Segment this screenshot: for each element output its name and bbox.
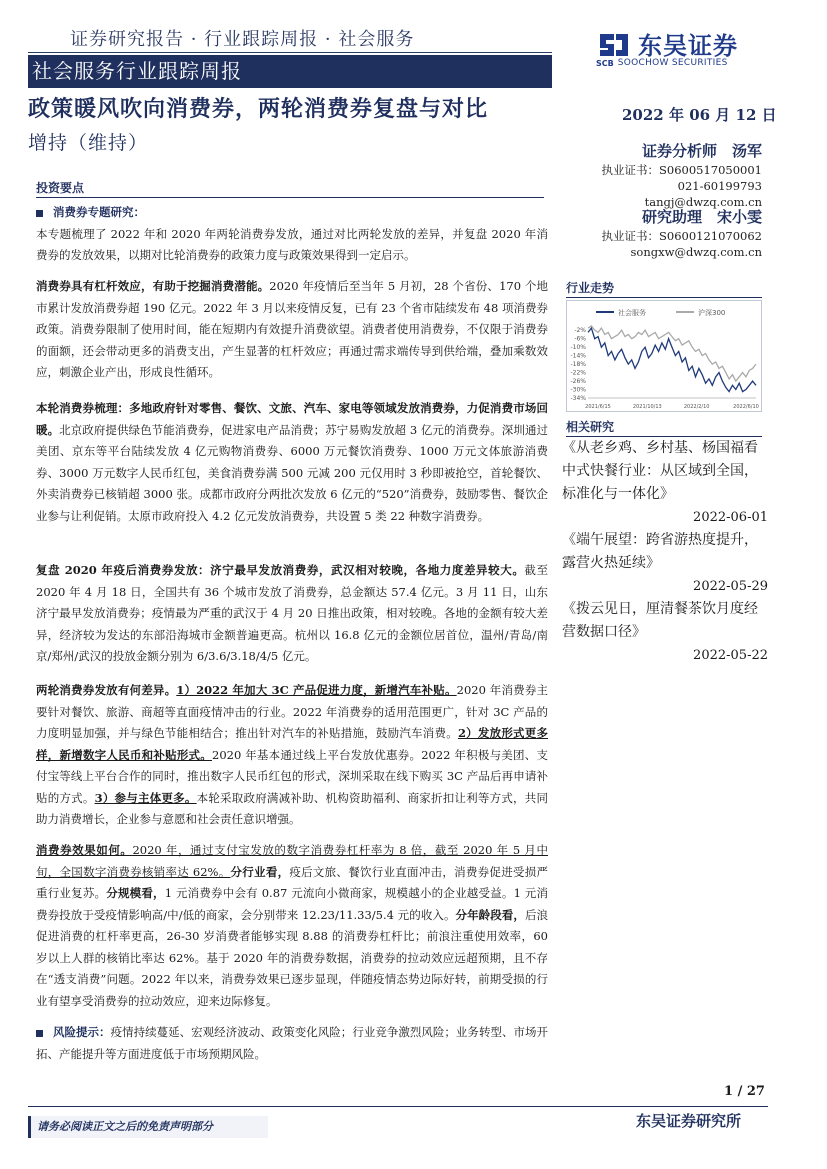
analyst-card-primary (566, 140, 762, 210)
paragraph-differences (36, 680, 548, 831)
analyst-name: 研究助理 宋小雯 (641, 208, 762, 226)
series-line (588, 326, 756, 381)
related-item-title: 《拨云见日，厘清餐茶饮月度经营数据口径》 (562, 601, 758, 640)
chart-frame (567, 301, 762, 412)
analyst-phone: 021-60199793 (677, 179, 762, 193)
bullet-square-icon (36, 1030, 43, 1037)
related-research-heading: 相关研究 (566, 420, 615, 434)
related-item-title: 《端午展望：跨省游热度提升，露营火热延续》 (562, 532, 758, 571)
y-tick-label: -10% (570, 344, 586, 352)
logo-english-name: SOOCHOW SECURITIES (617, 58, 728, 68)
analyst-email[interactable]: songxw@dwzq.com.cn (630, 245, 762, 259)
related-item-date: 2022-05-22 (693, 648, 768, 663)
paragraph-body: 本专题梳理了 2022 年和 2020 年两轮消费券发放，通过对比两轮发放的差异，并复盘 2020 年消费券的发放效果，以期对比轮消费券的政策力度与政策效果得到一定启示。 (36, 226, 548, 262)
y-tick-label: -14% (570, 352, 586, 360)
paragraph-subhead: 1）2022 年加大 3C 产品促进力度，新增汽车补贴。 (176, 683, 457, 697)
analyst-license: 执业证书：S0600121070062 (601, 229, 762, 243)
paragraph-body: 本轮采取政府满减补助、机构资助福利、商家折扣让利等方式，共同助力消费增长，企业参与意愿和社会责任意识增强。 (36, 790, 549, 826)
analyst-name: 证券分析师 汤军 (641, 142, 762, 160)
related-item[interactable] (562, 437, 768, 529)
legend-label: 社会服务 (618, 309, 646, 317)
paragraph-body: 1 元消费券中会有 0.87 元流向小微商家，规模越小的企业越受益。1 元消费券投放于受疫情影响高/中/低的商家，会分别带来 12.23/11.33/5.4 元的收入。 (36, 886, 549, 922)
investment-points-heading: 投资要点 (36, 181, 85, 195)
legend-label: 沪深300 (698, 309, 726, 317)
paragraph-current-round (36, 398, 548, 527)
page-number: 1 / 27 (724, 1084, 765, 1099)
paragraph-subhead: 分规模看， (106, 886, 165, 900)
paragraph-leverage (36, 276, 548, 384)
related-item-title: 《从老乡鸡、乡村基、杨国福看中式快餐行业：从区域到全国，标准化与一体化》 (562, 440, 758, 502)
related-item-date: 2022-06-01 (693, 510, 768, 525)
investment-rating: 增持（维持） (28, 132, 149, 154)
bullet-square-icon (36, 210, 43, 217)
related-item-date: 2022-05-29 (693, 579, 768, 594)
industry-trend-chart (566, 300, 762, 412)
paragraph-body: 北京政府提供绿色节能消费券，促进家电产品消费；苏宁易购发放超 3 亿元的消费券。深圳通过美团、京东等平台陆续发放 4 亿元购物消费券、6000 万元餐饮消费券、1000 万元文体旅游消费券、3000 万元数字人民币红包，美食消费券满 500 元减 200 元仅用时 3 秒即被抢空，首轮餐饮、外卖消费券已核销超 3000 张。成都市政府分两批次发放 6 亿元的“520”消费券，鼓励零售、餐饮企业参与让利促销。太原市政府投入 4.2 亿元发放消费券，共设置 5 类 22 种数字消费券。 (36, 422, 549, 523)
paragraph-risk (36, 1022, 548, 1065)
paragraph-subhead: 分行业看， (230, 864, 290, 879)
company-logo (596, 26, 776, 76)
related-item[interactable] (562, 598, 768, 667)
paragraph-subhead: 3）参与主体更多。 (94, 790, 197, 805)
y-tick-label: -34% (570, 395, 586, 402)
paragraph-body: 截至 2020 年 4 月 18 日，全国共有 36 个城市发放了消费券，总金额达 57.4 亿元。3 月 11 日，山东济宁最早发放消费券；疫情最为严重的武汉于 4 月 20 日推出政策，相对较晚。各地的金额有较大差异，经济较为发达的东部沿海城市金额普遍更高。杭州以 16.8 亿元的金额位居首位，温州/青岛/南京/郑州/武汉的投放金额分别为 6/3.6/3.18/4/5 亿元。 (36, 563, 549, 663)
paragraph-effects (36, 840, 548, 1012)
paragraph-heading: 消费券专题研究： (53, 205, 145, 219)
paragraph-heading: 消费券具有杠杆效应，有助于挖掘消费潜能。 (36, 279, 270, 293)
paragraph-heading: 两轮消费券发放有何差异。 (36, 683, 177, 697)
y-tick-label: -2% (574, 327, 586, 335)
report-breadcrumb: 证券研究报告 · 行业跟踪周报 · 社会服务 (70, 29, 415, 50)
y-tick-label: -6% (574, 335, 586, 343)
logo-mark-icon (596, 30, 632, 60)
logo-abbreviation: SCB (596, 58, 614, 68)
x-tick-label: 2021/6/15 (585, 404, 611, 410)
analyst-card-assistant (566, 206, 762, 260)
paragraph-body: 疫后文旅、餐饮行业直面冲击，消费券促进受损严重行业复苏。 (36, 864, 548, 900)
related-item[interactable] (562, 529, 768, 598)
y-tick-label: -22% (570, 369, 586, 377)
paragraph-body: 2020 年，通过支付宝发放的数字消费券杠杆率为 8 倍，截至 2020 年 5 月中旬，全国数字消费券核销率达 62%。 (36, 843, 548, 879)
institute-name: 东吴证券研究所 (636, 1112, 742, 1130)
paragraph-body: 2020 年消费券主要针对餐饮、旅游、商超等直面疫情冲击的行业。2022 年消费券的适用范围更广，针对 3C 产品的力度明显加强，并与绿色节能相结合；推出针对汽车的补贴措施，鼓励汽车消费。 (36, 683, 549, 740)
footer-rule (28, 1106, 768, 1107)
paragraph-heading: 风险提示： (53, 1025, 111, 1039)
analyst-email[interactable]: tangj@dwzq.com.cn (644, 195, 762, 209)
related-research-list (562, 437, 768, 667)
x-tick-label: 2022/6/10 (733, 404, 759, 410)
trend-chart-svg (566, 300, 762, 412)
report-series-band: 社会服务行业跟踪周报 (28, 55, 552, 88)
investment-points-rule (36, 197, 544, 198)
paragraph-topic (36, 202, 548, 267)
disclaimer-note: 请务必阅读正文之后的免责声明部分 (28, 1116, 268, 1138)
paragraph-body: 2020 年基本通过线上平台发放优惠券。2022 年积极与美团、支付宝等线上平台合作的同时，推出数字人民币红包的形式，深圳采取在线下购买 3C 产品后再申请补贴的方式。 (36, 747, 549, 805)
paragraph-subhead: 2）发放形式更多样，新增数字人民币和补贴形式。 (36, 726, 548, 762)
paragraph-subhead: 分年龄段看， (455, 907, 525, 922)
industry-trend-heading: 行业走势 (566, 281, 615, 295)
logo-chinese-name: 东吴证券 (638, 32, 738, 60)
report-date: 2022 年 06 月 12 日 (622, 106, 777, 124)
x-tick-label: 2022/2/10 (683, 404, 710, 410)
paragraph-body: 后浪促进消费的杠杆率更高，26-30 岁消费者能够实现 8.88 的消费券杠杆比；前浪注重使用效率，60 岁以上人群的核销比率达 62%。基于 2020 年的消费券数据，消费券的拉动效应远超预期，且不存在“透支消费”问题。2022 年以来，消费券效果已逐步显现，伴随疫情态势边际好转，前期受损的行业有望享受消费券的拉动效应，迎来边际修复。 (36, 907, 549, 1008)
analyst-license: 执业证书：S0600517050001 (601, 163, 762, 177)
y-tick-label: -18% (570, 361, 586, 369)
report-title: 政策暖风吹向消费券，两轮消费券复盘与对比 (28, 96, 489, 122)
y-tick-label: -26% (570, 378, 586, 386)
paragraph-review-2020 (36, 560, 548, 668)
paragraph-heading: 消费券效果如何。 (36, 843, 133, 857)
paragraph-body: 疫情持续蔓延、宏观经济波动、政策变化风险；行业竞争激烈风险；业务转型、市场开拓、产能提升等方面进度低于市场预期风险。 (36, 1025, 549, 1061)
header-rule (28, 52, 552, 53)
x-tick-label: 2021/10/13 (632, 404, 662, 410)
industry-trend-rule (566, 297, 762, 298)
y-tick-label: -30% (570, 386, 586, 394)
paragraph-heading: 本轮消费券梳理：多地政府针对零售、餐饮、文旅、汽车、家电等领域发放消费券，力促消费市场回暖。 (36, 401, 548, 437)
paragraph-body: 2020 年疫情后至当年 5 月初，28 个省份、170 个地市累计发放消费券超 190 亿元。2022 年 3 月以来疫情反复，已有 23 个省市陆续发布 48 项消费券政策。消费券限制了使用时间，能在短期内有效提升消费欲望。消费者使用消费券，不仅限于消费券的面额，还会带动更多的消费支出，产生显著的杠杆效应；再通过需求端传导到供给端，叠加乘数效应，刺激企业产出，形成良性循环。 (36, 279, 548, 379)
paragraph-heading: 复盘 2020 年疫后消费券发放：济宁最早发放消费券，武汉相对较晚，各地力度差异较大。 (36, 563, 525, 577)
